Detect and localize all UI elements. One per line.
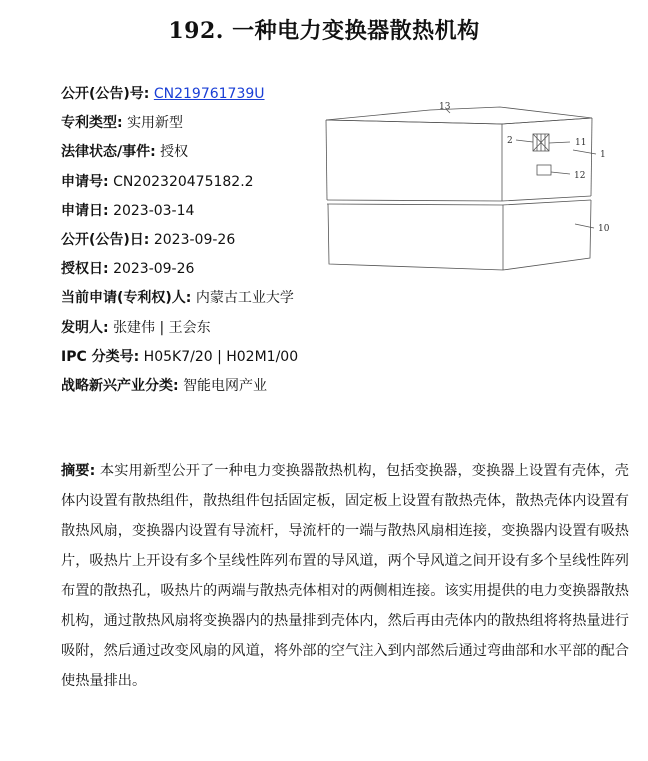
field-value: 2023-09-26 bbox=[113, 261, 195, 278]
field-label: 战略新兴产业分类: bbox=[61, 377, 179, 394]
field-label: 申请号: bbox=[61, 173, 109, 190]
field-ipc bbox=[61, 347, 298, 376]
housing-top-face bbox=[326, 107, 592, 124]
field-label: IPC 分类号: bbox=[61, 348, 140, 365]
label-11: 11 bbox=[575, 138, 587, 148]
label-10: 10 bbox=[598, 224, 610, 234]
housing-divider bbox=[327, 196, 591, 201]
field-label: 公开(公告)号: bbox=[61, 86, 150, 102]
field-value: 智能电网产业 bbox=[183, 377, 268, 394]
field-label: 申请日: bbox=[61, 202, 109, 219]
field-value: 张建伟 | 王会东 bbox=[113, 319, 211, 336]
abstract-text: 本实用新型公开了一种电力变换器散热机构，包括变换器，变换器上设置有壳体，壳体内设置有散热组件，散热组件包括固定板，固定板上设置有散热壳体，散热壳体内设置有散热风扇，变换器内设置有导流杆，导流杆的一端与散热风扇相连接，变换器内设置有吸热片，吸热片上开设有多个呈线性阵列布置的导风道，两个导风道之间开设有多个呈线性阵列布置的散热孔，吸热片的两端与散热壳体相对的两侧相连接。该实用提供的电力变换器散热机构，通过散热风扇将变换器内的热量排到壳体内，然后再由壳体内的散热组将将热量进行吸附，然后通过改变风扇的风道，将外部的空气注入到内部然后通过弯曲部和水平部的配合使热量排出。 bbox=[61, 463, 629, 689]
field-publication-date bbox=[61, 230, 298, 259]
field-value: 2023-09-26 bbox=[153, 231, 236, 248]
field-value: 授权 bbox=[160, 144, 189, 161]
field-label: 专利类型: bbox=[61, 115, 123, 132]
field-applicant bbox=[61, 288, 298, 317]
label-13: 13 bbox=[439, 102, 451, 112]
field-application-date bbox=[61, 201, 298, 230]
field-patent-type bbox=[61, 113, 298, 142]
field-value: 实用新型 bbox=[127, 115, 184, 132]
abstract bbox=[61, 456, 629, 696]
abstract-label: 摘要: bbox=[61, 463, 96, 479]
field-value: 2023-03-14 bbox=[113, 202, 195, 219]
field-industry-class bbox=[61, 376, 298, 405]
field-label: 发明人: bbox=[61, 319, 109, 336]
field-value: 内蒙古工业大学 bbox=[195, 290, 294, 307]
field-label: 授权日: bbox=[61, 261, 109, 278]
label-1: 1 bbox=[600, 150, 606, 160]
field-label: 公开(公告)日: bbox=[61, 231, 150, 248]
field-inventors bbox=[61, 318, 298, 347]
field-grant-date bbox=[61, 259, 298, 288]
field-value: H05K7/20 | H02M1/00 bbox=[143, 348, 299, 365]
housing-upper-front bbox=[326, 120, 502, 201]
field-label: 法律状态/事件: bbox=[61, 144, 156, 161]
field-legal-status bbox=[61, 142, 298, 171]
inspection-window bbox=[537, 165, 551, 175]
publication-number-link[interactable]: CN219761739U bbox=[153, 86, 265, 102]
field-label: 当前申请(专利权)人: bbox=[61, 290, 192, 307]
page-title: 192. 一种电力变换器散热机构 bbox=[168, 18, 480, 44]
label-12: 12 bbox=[574, 171, 586, 181]
label-2: 2 bbox=[507, 136, 513, 146]
patent-fields bbox=[61, 84, 298, 405]
field-value: CN202320475182.2 bbox=[113, 173, 254, 190]
converter-body bbox=[328, 200, 591, 270]
field-publication-number bbox=[61, 84, 298, 113]
field-application-number bbox=[61, 172, 298, 201]
patent-drawing bbox=[318, 98, 636, 278]
